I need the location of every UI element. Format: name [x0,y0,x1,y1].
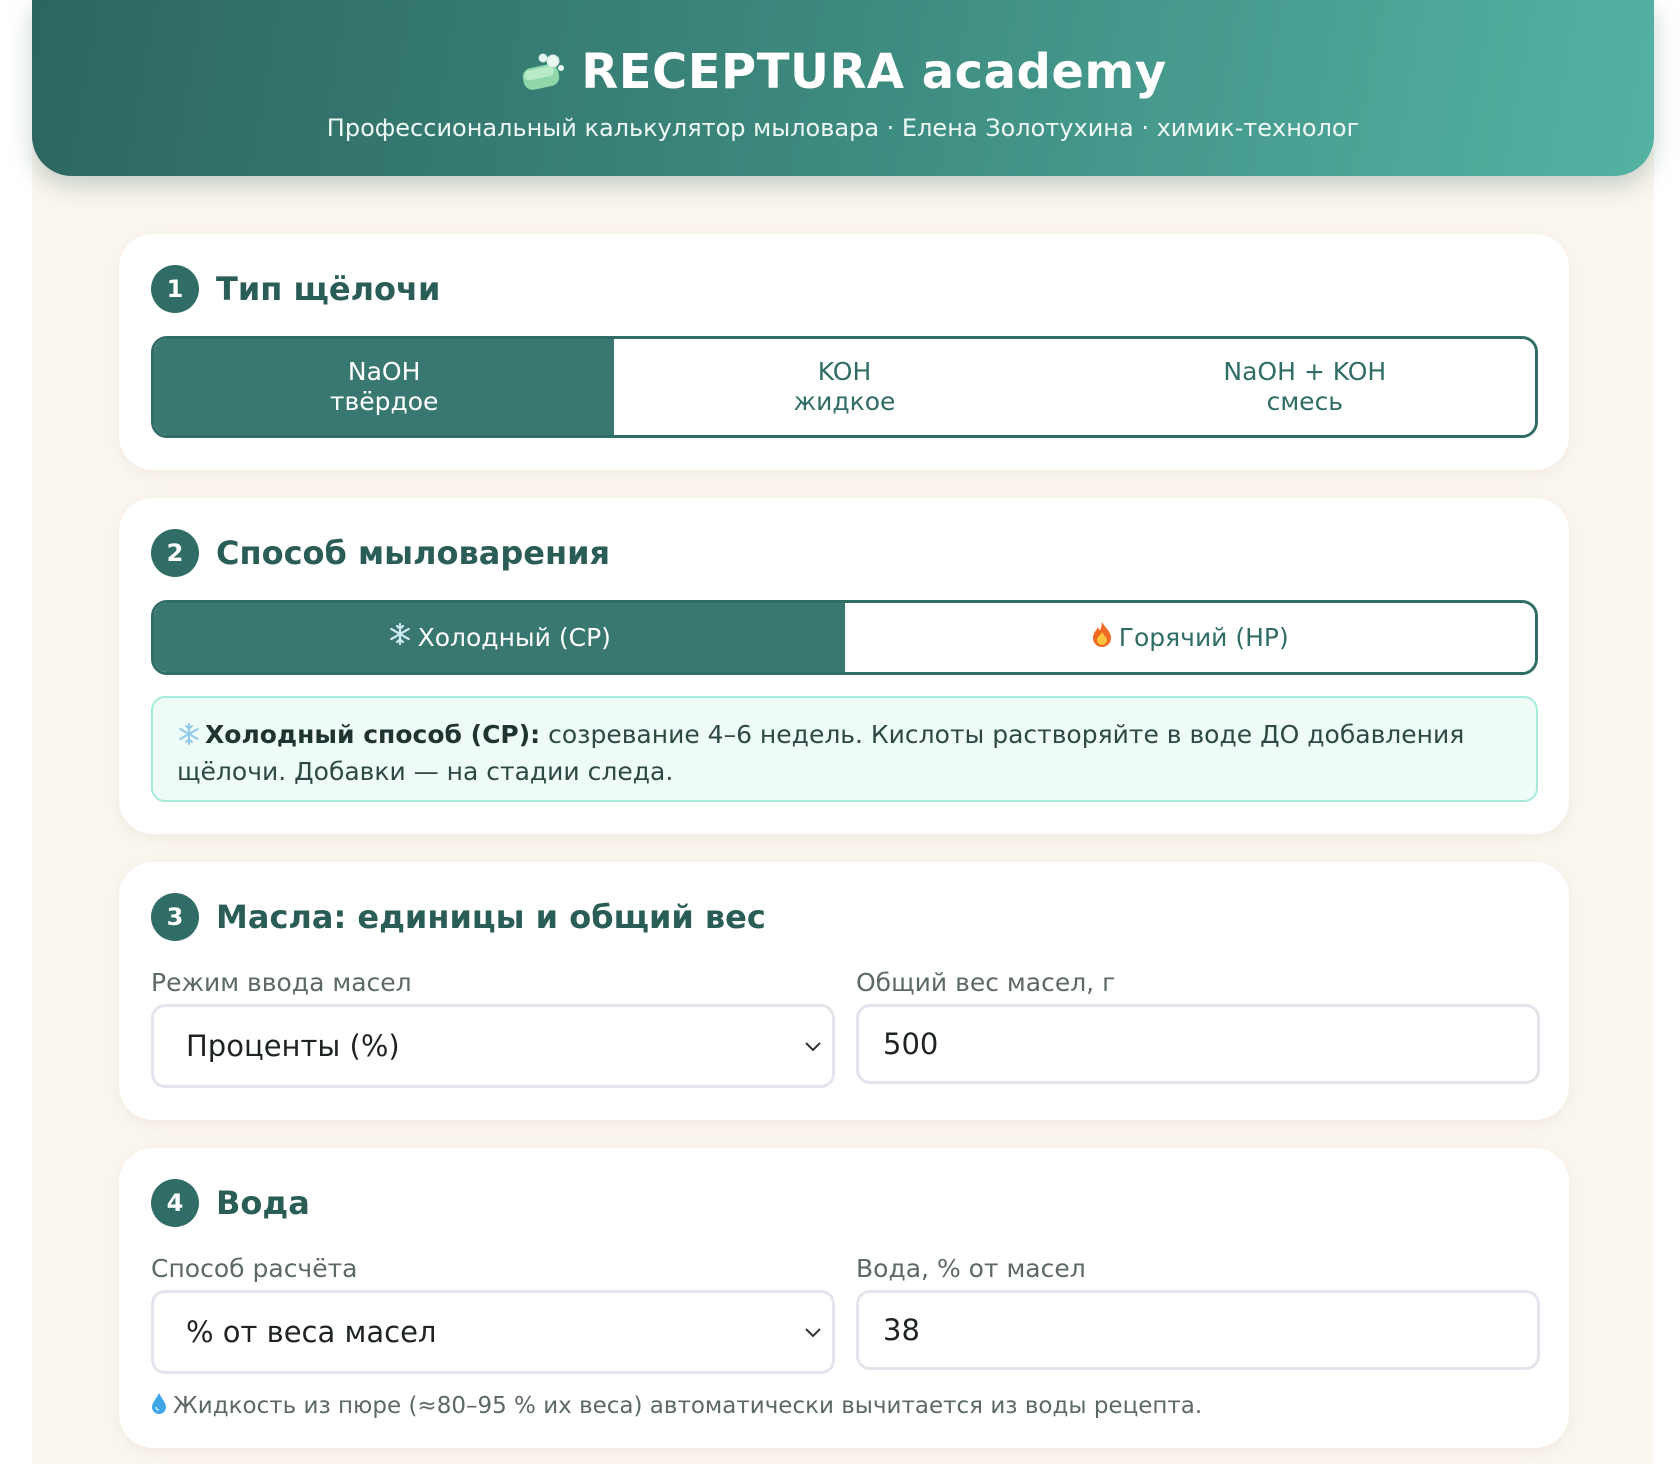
option-label: Горячий (HP) [1118,622,1289,652]
option-form: твёрдое [329,387,439,416]
section-title: Способ мыловарения [216,534,611,572]
alkali-option-koh[interactable] [614,339,1074,435]
method-info-note [151,696,1538,802]
header-title-row [32,44,1654,100]
app-title: RECEPTURA academy [581,44,1167,100]
option-name: NaOH [347,357,421,386]
oils-card [119,862,1569,1120]
step-number-badge: 4 [151,1179,199,1227]
app-header [32,0,1654,176]
step-number-badge: 2 [151,529,199,577]
method-option-cold[interactable] [154,603,845,672]
water-card [119,1148,1569,1448]
chevron-down-icon [804,1040,822,1052]
step-number-badge: 3 [151,893,199,941]
water-hint [151,1392,1202,1420]
water-calc-select[interactable] [151,1290,835,1374]
option-form: смесь [1266,387,1344,416]
alkali-card-header [151,265,440,313]
fire-icon [1091,621,1113,654]
oil-weight-input[interactable] [856,1004,1540,1084]
water-card-header [151,1179,310,1227]
oils-card-header [151,893,766,941]
hint-text: Жидкость из пюре (≈80–95 % их веса) автоматически вычитается из воды рецепта. [173,1393,1203,1419]
input-value: 500 [883,1027,939,1061]
soap-method-card [119,498,1569,834]
alkali-option-mix[interactable] [1075,339,1535,435]
app-subtitle: Профессиональный калькулятор мыловара · Елена Золотухина · химик-технолог [326,114,1360,142]
section-title: Тип щёлочи [216,270,441,308]
alkali-type-card [119,234,1569,470]
alkali-option-naoh[interactable] [154,339,614,435]
oil-mode-label: Режим ввода масел [151,968,412,997]
option-name: NaOH + KOH [1223,357,1387,386]
water-pct-label: Вода, % от масел [856,1254,1086,1283]
water-pct-input[interactable] [856,1290,1540,1370]
option-form: жидкое [793,387,896,416]
info-note-text: созревание 4–6 недель. Кислоты растворяйте в воде ДО добавления щёлочи. Добавки — на стадии следа. [177,720,1465,786]
section-title: Масла: единицы и общий вес [216,898,766,936]
snowflake-icon [177,721,201,755]
section-title: Вода [216,1184,310,1222]
oil-weight-label: Общий вес масел, г [856,968,1116,997]
alkali-type-selector [151,336,1538,438]
step-number-badge: 1 [151,265,199,313]
option-name: KOH [817,357,872,386]
droplet-icon [151,1392,167,1420]
input-value: 38 [883,1313,920,1347]
method-selector [151,600,1538,675]
method-option-hot[interactable] [845,603,1536,672]
select-value: % от веса масел [186,1315,437,1349]
select-value: Проценты (%) [186,1029,400,1063]
option-label: Холодный (CP) [417,622,611,652]
info-note-heading: Холодный способ (CP): [205,720,541,749]
chevron-down-icon [804,1326,822,1338]
snowflake-icon [388,622,412,653]
method-card-header [151,529,610,577]
water-calc-label: Способ расчёта [151,1254,358,1283]
oil-mode-select[interactable] [151,1004,835,1088]
soap-icon [519,52,567,92]
